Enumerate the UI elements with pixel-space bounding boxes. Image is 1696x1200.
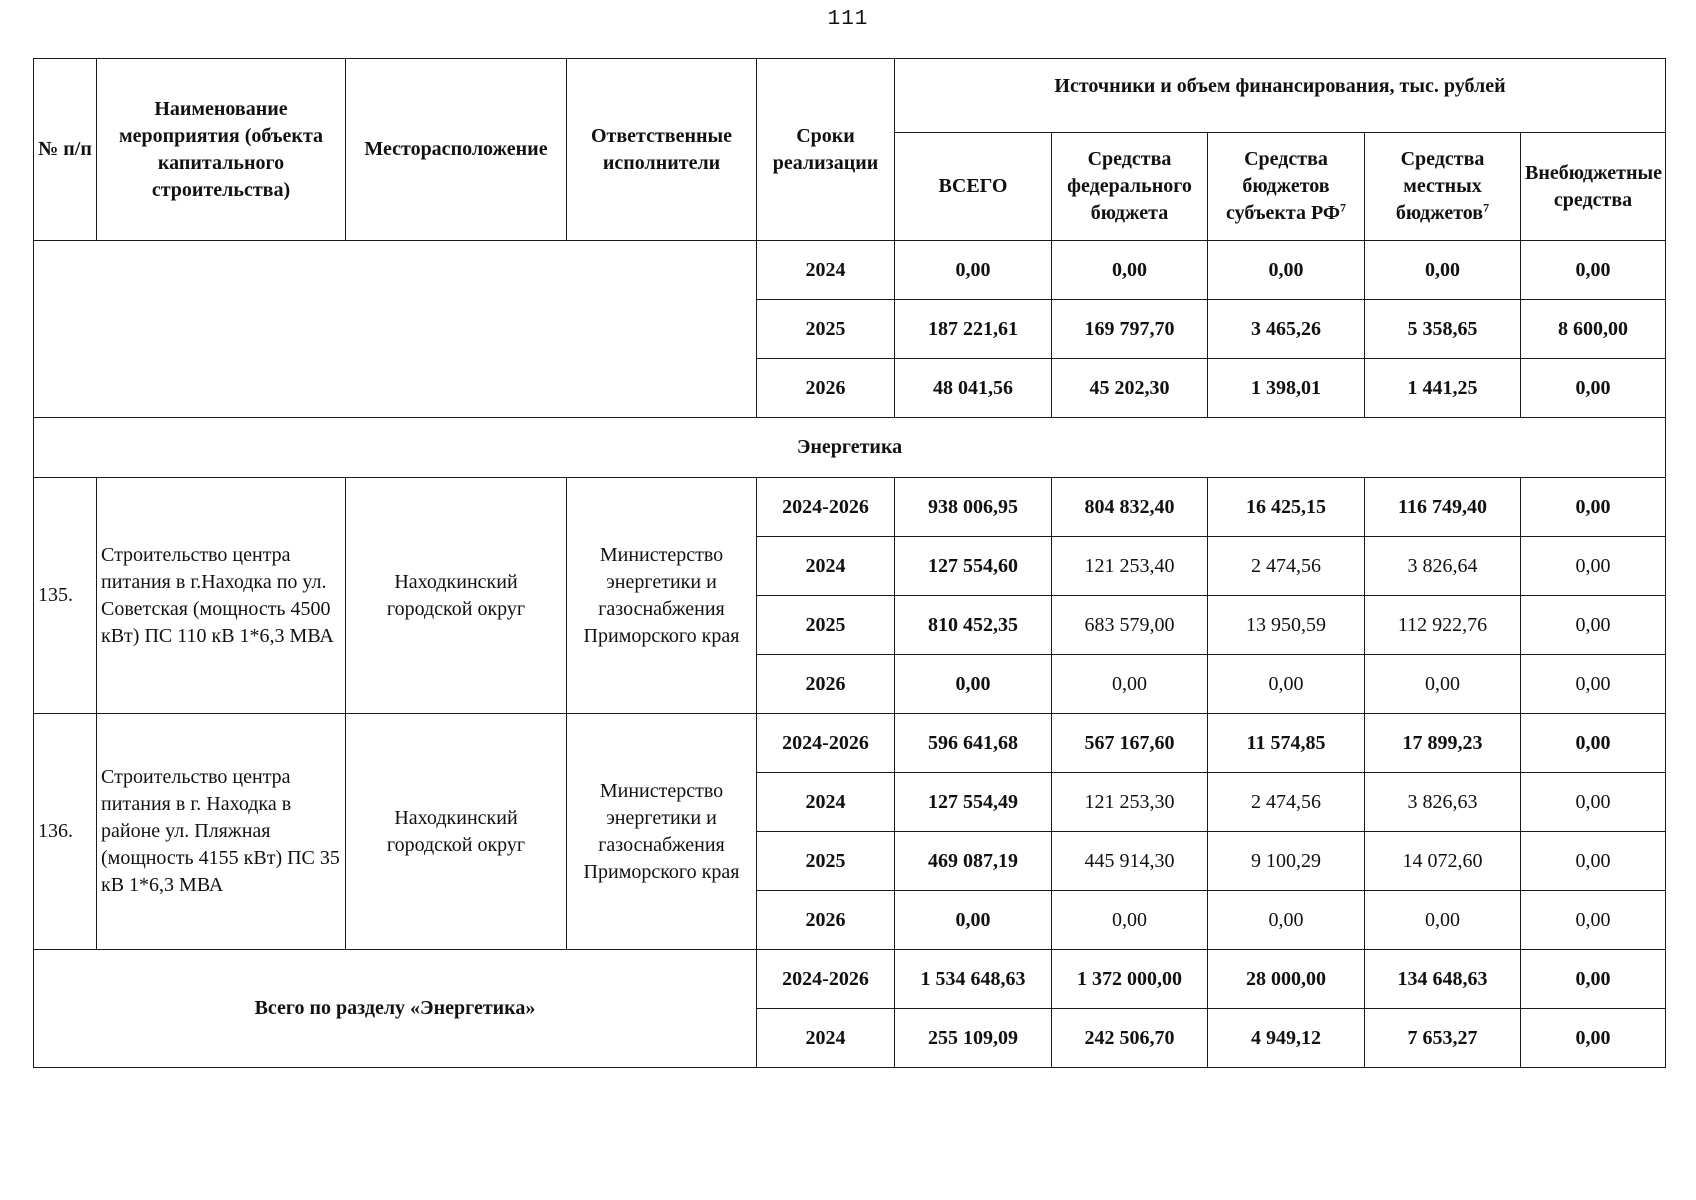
extra-cell: 0,00 [1521,241,1666,300]
extra-cell: 0,00 [1521,537,1666,596]
year-cell: 2025 [757,832,895,891]
regional-cell: 1 398,01 [1208,359,1365,418]
header-local-footnote: 7 [1483,200,1490,215]
year-cell: 2026 [757,891,895,950]
local-cell: 134 648,63 [1365,950,1521,1009]
year-cell: 2025 [757,300,895,359]
local-cell: 116 749,40 [1365,478,1521,537]
regional-cell: 11 574,85 [1208,714,1365,773]
year-cell: 2024-2026 [757,714,895,773]
header-regional-label: Средства бюджетов субъекта РФ [1225,148,1341,224]
extra-cell: 0,00 [1521,655,1666,714]
year-cell: 2024-2026 [757,478,895,537]
header-executors: Ответственные исполнители [567,59,757,241]
extra-cell: 0,00 [1521,832,1666,891]
table-row [34,714,1666,773]
regional-cell: 2 474,56 [1208,537,1365,596]
regional-cell: 16 425,15 [1208,478,1365,537]
year-cell: 2024 [757,773,895,832]
federal-cell: 445 914,30 [1052,832,1208,891]
local-cell: 7 653,27 [1365,1009,1521,1068]
regional-cell: 9 100,29 [1208,832,1365,891]
header-location: Месторасположение [346,59,567,241]
table-row [34,950,1666,1009]
regional-cell: 4 949,12 [1208,1009,1365,1068]
regional-cell: 3 465,26 [1208,300,1365,359]
local-cell: 112 922,76 [1365,596,1521,655]
project-name: Строительство центра питания в г.Находка по ул. Советская (мощность 4500 кВт) ПС 110 кВ 1*6,3 МВА [97,478,346,714]
funding-table [33,58,1666,1068]
total-cell: 187 221,61 [895,300,1052,359]
federal-cell: 804 832,40 [1052,478,1208,537]
year-cell: 2024 [757,241,895,300]
header-name: Наименование мероприятия (объекта капитального строительства) [97,59,346,241]
federal-cell: 0,00 [1052,891,1208,950]
header-num: № п/п [34,59,97,241]
total-cell: 0,00 [895,655,1052,714]
project-location: Находкинский городской округ [346,714,567,950]
project-location: Находкинский городской округ [346,478,567,714]
federal-cell: 0,00 [1052,655,1208,714]
regional-cell: 2 474,56 [1208,773,1365,832]
header-sources: Источники и объем финансирования, тыс. рублей [895,59,1666,133]
federal-cell: 121 253,30 [1052,773,1208,832]
extra-cell: 0,00 [1521,359,1666,418]
project-executors: Министерство энергетики и газоснабжения Приморского края [567,478,757,714]
extra-cell: 0,00 [1521,891,1666,950]
regional-cell: 13 950,59 [1208,596,1365,655]
federal-cell: 1 372 000,00 [1052,950,1208,1009]
total-cell: 596 641,68 [895,714,1052,773]
table-header-row [34,59,1666,133]
extra-cell: 0,00 [1521,773,1666,832]
header-extra: Внебюджетные средства [1521,133,1666,241]
local-cell: 0,00 [1365,241,1521,300]
year-cell: 2024-2026 [757,950,895,1009]
local-cell: 17 899,23 [1365,714,1521,773]
table-row [34,478,1666,537]
total-cell: 48 041,56 [895,359,1052,418]
header-period: Сроки реализации [757,59,895,241]
local-cell: 1 441,25 [1365,359,1521,418]
local-cell: 0,00 [1365,891,1521,950]
regional-cell: 0,00 [1208,241,1365,300]
year-cell: 2024 [757,537,895,596]
section-row [34,418,1666,478]
header-local-label: Средства местных бюджетов [1395,148,1485,224]
year-cell: 2026 [757,655,895,714]
section-total-label: Всего по разделу «Энергетика» [34,950,757,1068]
extra-cell: 0,00 [1521,596,1666,655]
total-cell: 255 109,09 [895,1009,1052,1068]
header-local [1365,133,1521,241]
header-regional [1208,133,1365,241]
year-cell: 2024 [757,1009,895,1068]
year-cell: 2025 [757,596,895,655]
total-cell: 810 452,35 [895,596,1052,655]
local-cell: 5 358,65 [1365,300,1521,359]
regional-cell: 28 000,00 [1208,950,1365,1009]
federal-cell: 45 202,30 [1052,359,1208,418]
header-total: ВСЕГО [895,133,1052,241]
header-regional-footnote: 7 [1340,200,1347,215]
total-cell: 1 534 648,63 [895,950,1052,1009]
section-title: Энергетика [34,418,1666,478]
page-number: 111 [827,8,869,31]
carryover-blank-cell [34,241,757,418]
local-cell: 0,00 [1365,655,1521,714]
local-cell: 3 826,64 [1365,537,1521,596]
extra-cell: 0,00 [1521,478,1666,537]
table-row [34,241,1666,300]
federal-cell: 0,00 [1052,241,1208,300]
federal-cell: 169 797,70 [1052,300,1208,359]
local-cell: 14 072,60 [1365,832,1521,891]
regional-cell: 0,00 [1208,655,1365,714]
extra-cell: 0,00 [1521,950,1666,1009]
federal-cell: 683 579,00 [1052,596,1208,655]
federal-cell: 567 167,60 [1052,714,1208,773]
project-index: 136. [34,714,97,950]
project-index: 135. [34,478,97,714]
federal-cell: 242 506,70 [1052,1009,1208,1068]
project-executors: Министерство энергетики и газоснабжения Приморского края [567,714,757,950]
total-cell: 0,00 [895,241,1052,300]
extra-cell: 0,00 [1521,1009,1666,1068]
total-cell: 0,00 [895,891,1052,950]
extra-cell: 0,00 [1521,714,1666,773]
local-cell: 3 826,63 [1365,773,1521,832]
regional-cell: 0,00 [1208,891,1365,950]
total-cell: 127 554,60 [895,537,1052,596]
total-cell: 938 006,95 [895,478,1052,537]
federal-cell: 121 253,40 [1052,537,1208,596]
year-cell: 2026 [757,359,895,418]
project-name: Строительство центра питания в г. Находка в районе ул. Пляжная (мощность 4155 кВт) ПС 35 кВ 1*6,3 МВА [97,714,346,950]
extra-cell: 8 600,00 [1521,300,1666,359]
total-cell: 127 554,49 [895,773,1052,832]
total-cell: 469 087,19 [895,832,1052,891]
header-federal: Средства федерального бюджета [1052,133,1208,241]
